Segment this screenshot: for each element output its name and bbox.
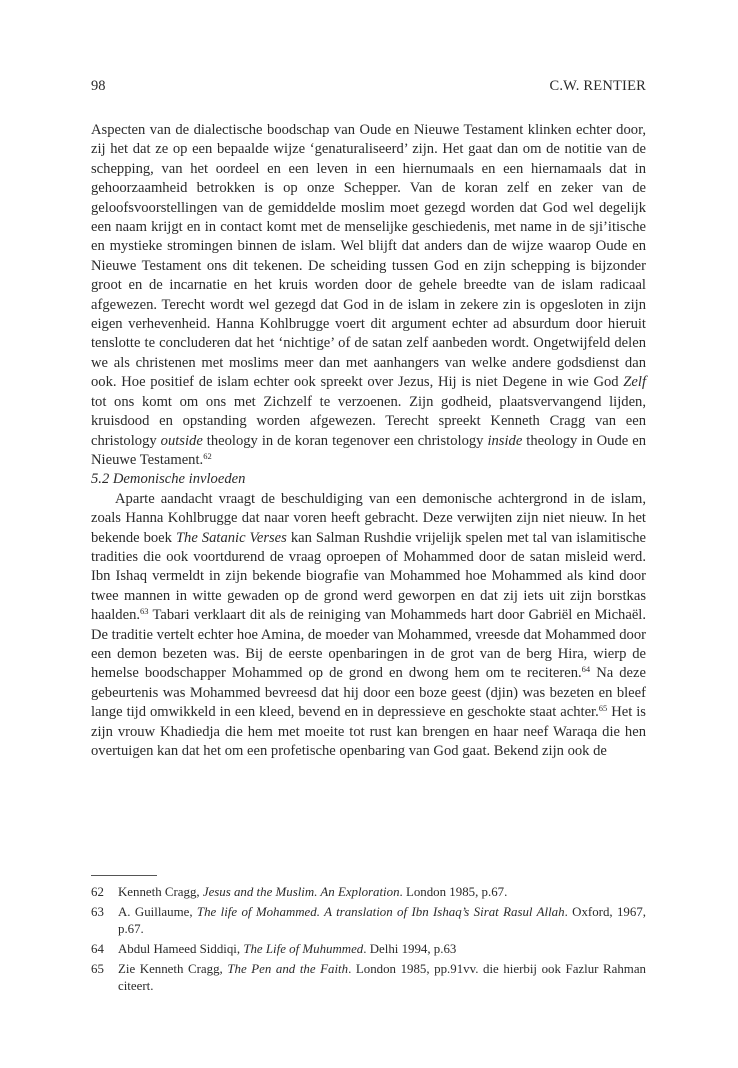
text-run: Abdul Hameed Siddiqi, bbox=[118, 942, 244, 956]
emphasis: The life of Mohammed. A translation of Ibn Ishaq’s Sirat Rasul Allah bbox=[196, 905, 565, 919]
footnote-number: 63 bbox=[91, 905, 104, 919]
footnote-ref[interactable]: 65 bbox=[598, 703, 608, 714]
footnote bbox=[91, 941, 646, 958]
paragraph bbox=[91, 121, 646, 470]
footnote-number: 64 bbox=[91, 942, 104, 956]
footnote bbox=[91, 884, 646, 901]
text-run: . Delhi 1994, p.63 bbox=[363, 942, 457, 956]
text-run: . London 1985, pp.91vv. die hierbij ook Fazlur Rahman citeert. bbox=[118, 962, 646, 993]
footnote-rule bbox=[91, 875, 157, 876]
text-run: Zie Kenneth Cragg, bbox=[118, 962, 228, 976]
footnote-number: 62 bbox=[91, 885, 104, 899]
section-heading: 5.2 Demonische invloeden bbox=[91, 471, 246, 488]
page-number: 98 bbox=[91, 78, 106, 94]
footnote-ref[interactable]: 63 bbox=[140, 606, 149, 617]
text-run: Tabari verklaart dit als de reiniging van Mohammeds hart door Gabriël en Michaël. De traditie vertelt echter hoe Amina, de moeder van Mohammed, vreesde dat Mohammed door een demon bezeten was. Bij de eerste openbaringen in de grot van de berg Hira, wierp de hemelse boodschapper Mohammed op de grond en dwong hem om te reciteren. bbox=[91, 607, 646, 682]
page bbox=[91, 0, 646, 1068]
text-run: theology in de koran tegenover een christology bbox=[202, 432, 488, 449]
emphasis: inside bbox=[487, 432, 523, 449]
emphasis: Jesus and the Muslim. An Exploration bbox=[202, 885, 400, 899]
text-run: . Oxford, 1967, p.67. bbox=[118, 905, 646, 936]
paragraph bbox=[91, 490, 646, 762]
running-head-author: C.W. RENTIER bbox=[549, 78, 646, 94]
emphasis: The Pen and the Faith bbox=[227, 962, 349, 976]
text-run: Aparte aandacht vraagt de beschuldiging van een demonische achtergrond in de islam, zoals Hanna Kohlbrugge dat naar voren heeft gebracht. Deze verwijten zijn niet nieuw. In het bekende boek bbox=[91, 490, 646, 546]
text-run: tot ons komt om ons met Zichzelf te verzoenen. Zijn godheid, plaatsvervangend lijden, kruisdood en opstanding worden afgewezen. Terecht spreekt Kenneth Cragg van een christology bbox=[91, 393, 646, 449]
running-head bbox=[91, 78, 646, 98]
body-text bbox=[91, 121, 646, 761]
text-run: Kenneth Cragg, bbox=[118, 885, 203, 899]
footnote-ref[interactable]: 62 bbox=[203, 450, 212, 461]
text-run: A. Guillaume, bbox=[118, 905, 197, 919]
emphasis: outside bbox=[160, 432, 203, 449]
text-run: Na deze gebeurtenis was Mohammed bevreesd dat hij door een boze geest (djin) was bezeten en bleef lange tijd omwikkeld in een kleed, bevend en in depressieve en geschokte staat achter. bbox=[91, 665, 646, 721]
emphasis: The Satanic Verses bbox=[175, 529, 287, 546]
text-run: theology in Oude en Nieuwe Testament. bbox=[91, 432, 646, 468]
text-run: kan Salman Rushdie vrijelijk spelen met tal van islamitische tradities die ook voortdurend de vraag oproepen of Mohammed door de satan misleid werd. Ibn Ishaq vermeldt in zijn bekende biografie van Mohammed hoe Mohammed als kind door twee mannen in witte gewaden op de grond werd geworpen en dat zij iets uit zijn borstkas haalden. bbox=[91, 529, 646, 624]
footnotes bbox=[91, 884, 646, 998]
footnote bbox=[91, 961, 646, 995]
text-run: Aspecten van de dialectische boodschap van Oude en Nieuwe Testament klinken echter door, zij het dat ze op een bepaalde wijze ‘genaturaliseerd’ zijn. Het gaat dan om de notitie van de schepping, van het oordeel en een leven in een hiernumaals en een hiernamaals dat in gehoorzaamheid betrokken is op onze Schepper. Van de koran zelf en zeker van de geloofsvoorstellingen van de gemiddelde moslim moet gezegd worden dat God wel degelijk een naam krijgt en in contact komt met de menselijke geschiedenis, met name in de sji’itische en mystieke stromingen binnen de islam. Wel blijft dat anders dan de wijze waarop Oude en Nieuwe Testament ons dit tekenen. De scheiding tussen God en zijn schepping is bijzonder groot en de incarnatie en het kruis worden door de gehele breedte van de islam radicaal afgewezen. Terecht wordt wel gezegd dat God in de islam in zekere zin is opgesloten in zijn eigen verhevenheid. Hanna Kohlbrugge voert dit argument echter ad absurdum door hieruit tenslotte te concluderen dat het ‘nichtige’ of de satan zelf aanbeden wordt. Ongetwijfeld delen we als christenen met moslims meer dan met aanhangers van welke andere godsdienst dan ook. Hoe positief de islam echter ook spreekt over Jezus, Hij is niet Degene in wie God bbox=[91, 122, 646, 391]
text-run: Het is zijn vrouw Khadiedja die hem met moeite tot rust kan brengen en haar neef Waraqa die hen overtuigen kan dat het om een profetische openbaring van God gaat. Bekend zijn ook de bbox=[91, 704, 646, 759]
text-run: . London 1985, p.67. bbox=[399, 885, 508, 899]
emphasis: Zelf bbox=[623, 374, 646, 391]
footnote bbox=[91, 904, 646, 938]
footnote-number: 65 bbox=[91, 962, 104, 976]
footnote-ref[interactable]: 64 bbox=[581, 664, 591, 675]
emphasis: The Life of Muhummed bbox=[243, 942, 364, 956]
